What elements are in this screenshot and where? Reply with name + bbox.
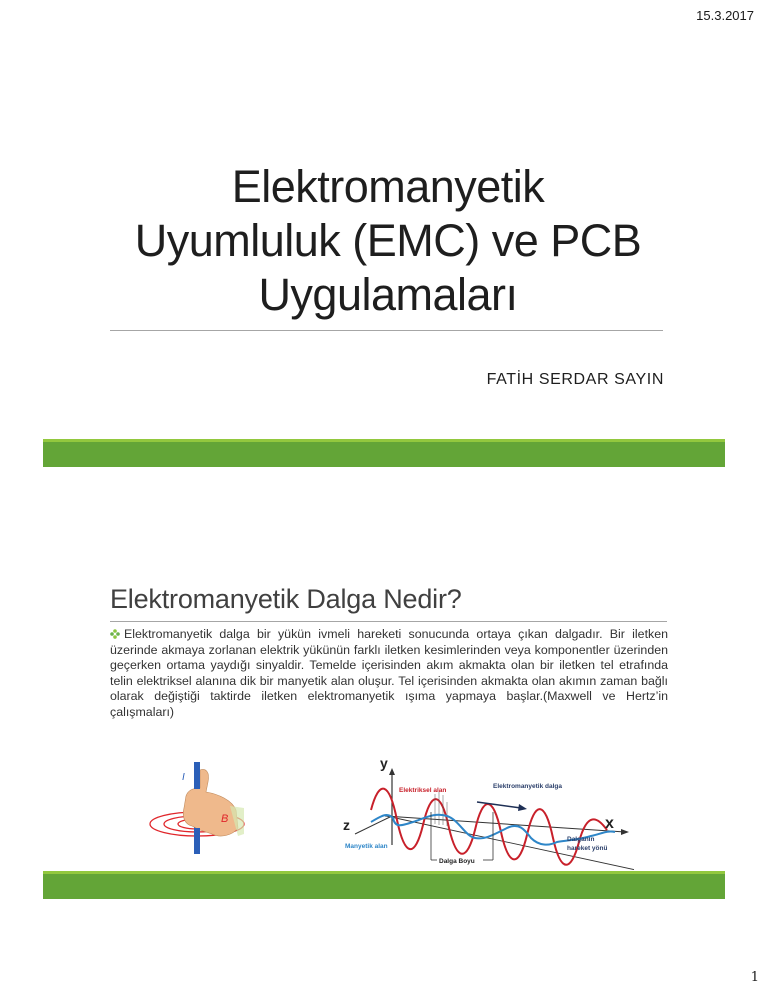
slide1-title bbox=[108, 160, 668, 322]
slide2-footer-bar bbox=[43, 871, 725, 899]
current-label: I bbox=[182, 772, 185, 783]
slide2-title: Elektromanyetik Dalga Nedir? bbox=[110, 584, 462, 614]
slide2-body bbox=[110, 627, 668, 720]
electric-field-label: Elektriksel alan bbox=[399, 787, 447, 794]
page-number: 1 bbox=[750, 970, 759, 985]
slide1-title-divider bbox=[110, 330, 663, 331]
author-name: FATİH SERDAR SAYIN bbox=[486, 371, 664, 388]
wavelength-label: Dalga Boyu bbox=[439, 858, 475, 865]
slide1-title-line-2: Uyumluluk (EMC) ve PCB bbox=[134, 215, 642, 266]
slide1-footer-bar bbox=[43, 439, 725, 467]
em-wave-figure bbox=[335, 750, 635, 870]
right-hand-rule-figure bbox=[140, 758, 260, 858]
y-axis-label: y bbox=[380, 755, 388, 771]
slide1-title-line-1: Elektromanyetik bbox=[231, 161, 545, 212]
direction-label-line2: hareket yönü bbox=[567, 845, 608, 852]
hand-icon bbox=[183, 770, 238, 837]
electric-wave-curve bbox=[371, 789, 607, 865]
direction-label-line1: Dalganın bbox=[567, 836, 595, 843]
z-axis-label: z bbox=[343, 817, 350, 833]
slide1-title-line-3: Uygulamaları bbox=[258, 269, 518, 320]
slide2-title-divider bbox=[110, 621, 667, 622]
diamond-bullet-icon bbox=[110, 629, 120, 639]
magnetic-field-label: Manyetik alan bbox=[345, 843, 388, 850]
x-axis-label: x bbox=[605, 815, 614, 832]
field-label: B bbox=[221, 813, 229, 825]
em-wave-label: Elektromanyetik dalga bbox=[493, 783, 562, 790]
slide2-paragraph: Elektromanyetik dalga bir yükün ivmeli hareketi sonucunda ortaya çıkan dalgadır. Bir iletken üzerinde akmaya zorlanan elektrik yükünün farklı iletken kesimlerinden veya komponentler üzerinden geçerken ortama yaydığı sinyaldir. Temelde içerisinden akım akmakta olan bir iletken tel etrafında telin elektriksel alanına dik bir manyetik alan oluşur. Tel içerisinden akmakta olan akımın zaman bağlı olarak değiştiği taktirde iletken elektromanyetik ışıma yapmaya başlar.(Maxwell ve Hertz’in çalışmaları) bbox=[110, 627, 668, 719]
page-date: 15.3.2017 bbox=[696, 8, 754, 23]
